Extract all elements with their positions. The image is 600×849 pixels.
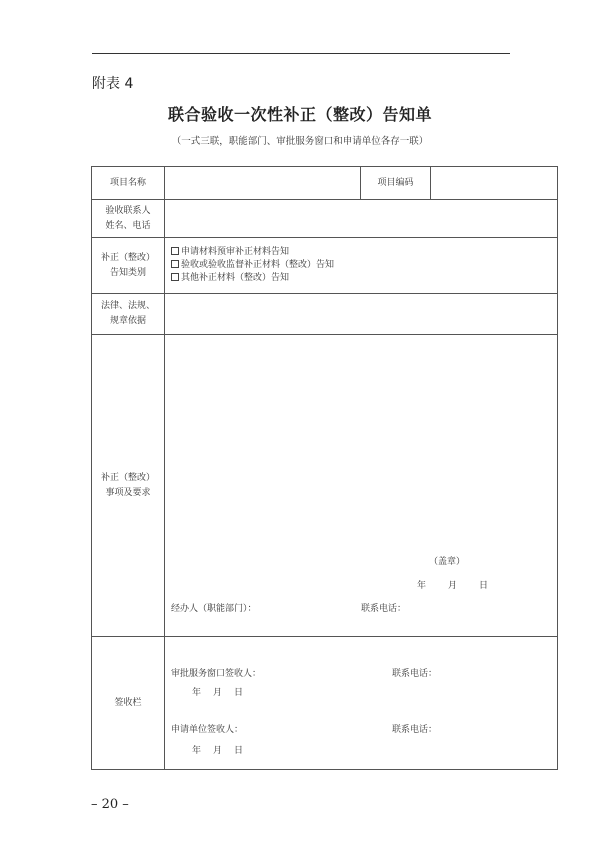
window-phone-label: 联系电话： — [392, 669, 438, 679]
items-field[interactable] — [165, 335, 558, 637]
contact-label-line1: 验收联系人 — [105, 205, 151, 216]
project-name-field[interactable] — [165, 167, 361, 200]
checkbox-icon[interactable] — [171, 260, 179, 268]
sign-label: 签收栏 — [92, 637, 165, 770]
applicant-date-month: 月 — [213, 746, 223, 756]
row-category — [92, 238, 558, 294]
page-number: – 20 – — [91, 797, 129, 812]
basis-label — [92, 294, 165, 335]
row-basis — [92, 294, 558, 335]
items-label — [92, 335, 165, 637]
notice-form-table — [91, 166, 558, 770]
date-month: 月 — [448, 581, 458, 591]
handler-phone-label: 联系电话： — [361, 604, 407, 614]
applicant-date-day: 日 — [234, 746, 244, 756]
form-title: 联合验收一次性补正（整改）告知单 — [167, 105, 432, 124]
date-year: 年 — [417, 581, 427, 591]
top-rule — [92, 53, 510, 54]
window-receiver-label: 审批服务窗口签收人： — [171, 669, 262, 679]
project-code-field[interactable] — [431, 167, 558, 200]
seal-text: （盖章） — [429, 557, 466, 567]
items-label-line2: 事项及要求 — [105, 487, 151, 498]
contact-field[interactable] — [165, 200, 558, 238]
window-date-day: 日 — [234, 688, 244, 698]
handler-label: 经办人（职能部门）： — [171, 604, 257, 614]
applicant-receiver-label: 申请单位签收人： — [171, 725, 244, 735]
contact-label — [92, 200, 165, 238]
basis-label-line2: 规章依据 — [109, 316, 146, 326]
row-contact — [92, 200, 558, 238]
category-option-precheck[interactable]: 申请材料预审补正材料告知 — [171, 246, 557, 259]
category-option-other[interactable]: 其他补正材料（整改）告知 — [171, 272, 557, 285]
attachment-label: 附表 4 — [92, 76, 134, 92]
checkbox-icon[interactable] — [171, 247, 179, 255]
row-project — [92, 167, 558, 200]
category-option-inspection[interactable]: 验收或验收监督补正材料（整改）告知 — [171, 259, 557, 272]
project-code-label: 项目编码 — [361, 167, 431, 200]
window-date-year: 年 — [192, 688, 202, 698]
basis-field[interactable] — [165, 294, 558, 335]
project-name-label: 项目名称 — [92, 167, 165, 200]
applicant-date-year: 年 — [192, 746, 202, 756]
category-options — [165, 238, 558, 294]
date-day: 日 — [479, 581, 489, 591]
row-sign — [92, 637, 558, 770]
checkbox-icon[interactable] — [171, 273, 179, 281]
applicant-phone-label: 联系电话： — [392, 725, 438, 735]
category-label-line1: 补正（整改） — [100, 252, 155, 263]
basis-label-line1: 法律、法规、 — [100, 301, 155, 311]
category-label-line2: 告知类别 — [109, 267, 146, 278]
items-label-line1: 补正（整改） — [100, 472, 155, 483]
sign-field[interactable] — [165, 637, 558, 770]
category-label — [92, 238, 165, 294]
contact-label-line2: 姓名、电话 — [105, 220, 151, 231]
row-items — [92, 335, 558, 637]
window-date-month: 月 — [213, 688, 223, 698]
form-subtitle: （一式三联，职能部门、审批服务窗口和申请单位各存一联） — [171, 136, 429, 147]
